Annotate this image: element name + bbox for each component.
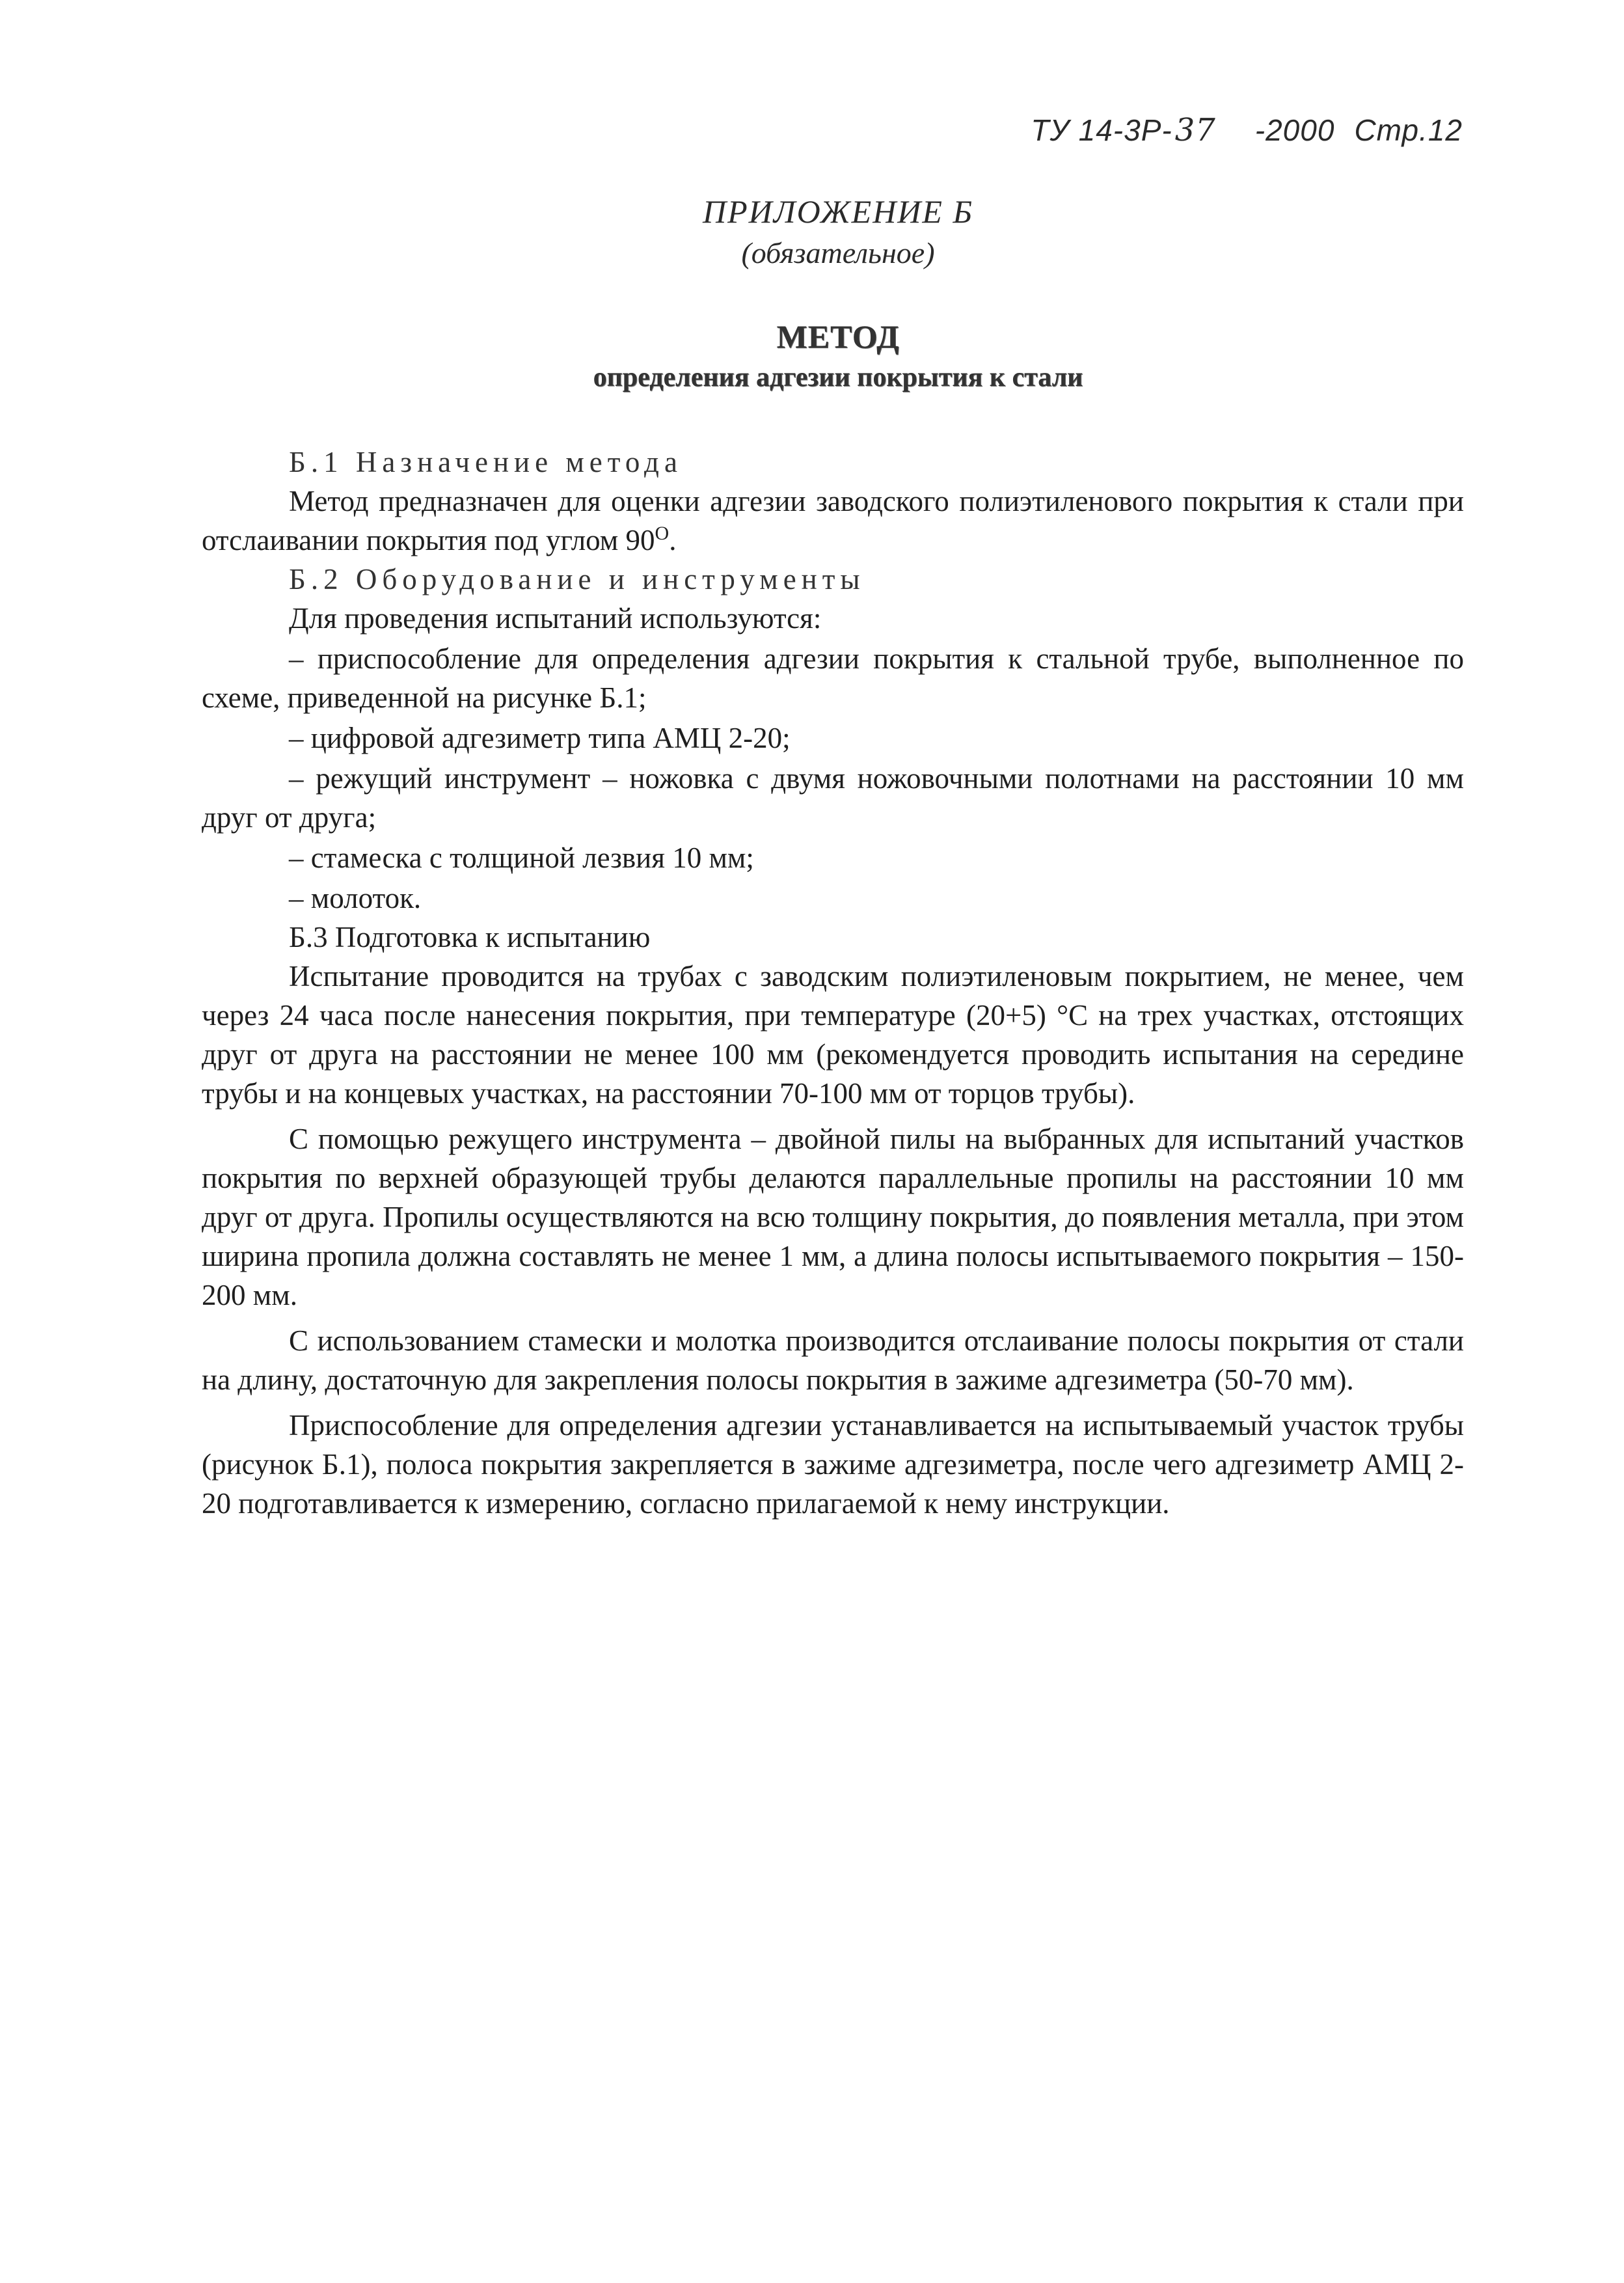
method-title: МЕТОД xyxy=(776,318,900,355)
equipment-list-item: – цифровой адгезиметр типа АМЦ 2-20; xyxy=(289,722,791,754)
section-b1-text: Метод предназначен для оценки адгезии заводского полиэтиленового покрытия к стали при отслаивании покрытия под углом 90 xyxy=(202,485,1464,556)
section-b1-text-end: . xyxy=(669,524,677,556)
page-number: Стр.12 xyxy=(1354,113,1463,147)
equipment-list-item: – молоток. xyxy=(289,882,422,914)
section-heading-b2: Б.2 Оборудование и инструменты xyxy=(289,563,865,595)
degree-superscript: О xyxy=(655,523,670,544)
handwritten-document-number: 37 xyxy=(1174,112,1216,148)
equipment-list-item: – приспособление для определения адгезии покрытия к стальной трубе, выполненное по схеме, приведенной на рисунке Б.1; xyxy=(202,642,1464,714)
appendix-title: ПРИЛОЖЕНИЕ Б xyxy=(703,193,973,230)
equipment-list-item: – режущий инструмент – ножовка с двумя ножовочными полотнами на расстоянии 10 мм друг от друга; xyxy=(202,762,1464,834)
document-year: -2000 xyxy=(1254,113,1335,147)
section-b3-paragraph: Испытание проводится на трубах с заводским полиэтиленовым покрытием, не менее, чем через 24 часа после нанесения покрытия, при температуре (20+5) °С на трех участках, отстоящих друг от друга на расстоянии не менее 100 мм (рекомендуется проводить испытания на середине трубы и на концевых участках, на расстоянии 70-100 мм от торцов трубы). xyxy=(202,960,1464,1110)
section-b3-paragraph: С помощью режущего инструмента – двойной пилы на выбранных для испытаний участков покрытия по верхней образующей трубы делаются параллельные пропилы на расстоянии 10 мм друг от друга. Пропилы осуществляются на всю толщину покрытия, до появления металла, при этом ширина пропила должна составлять не менее 1 мм, а длина полосы испытываемого покрытия – 150-200 мм. xyxy=(202,1123,1464,1311)
document-body xyxy=(202,443,1464,1523)
section-heading-b3: Б.3 Подготовка к испытанию xyxy=(289,921,651,953)
section-b3-paragraph: С использованием стамески и молотка производится отслаивание полосы покрытия от стали на длину, достаточную для закрепления полосы покрытия в зажиме адгезиметра (50-70 мм). xyxy=(202,1324,1464,1396)
section-b3-paragraph: Приспособление для определения адгезии устанавливается на испытываемый участок трубы (рисунок Б.1), полоса покрытия закрепляется в зажиме адгезиметра, после чего адгезиметр АМЦ 2-20 подготавливается к измерению, согласно прилагаемой к нему инструкции. xyxy=(202,1409,1464,1520)
section-b2-intro: Для проведения испытаний используются: xyxy=(289,602,822,635)
section-b1-paragraph xyxy=(202,482,1464,560)
appendix-note: (обязательное) xyxy=(741,236,935,269)
document-number: ТУ 14-3Р- xyxy=(1031,113,1172,147)
method-subtitle: определения адгезии покрытия к стали xyxy=(593,362,1083,392)
page-header xyxy=(1031,112,1463,148)
equipment-list-item: – стамеска с толщиной лезвия 10 мм; xyxy=(289,841,754,874)
section-heading-b1: Б.1 Назначение метода xyxy=(289,446,683,478)
